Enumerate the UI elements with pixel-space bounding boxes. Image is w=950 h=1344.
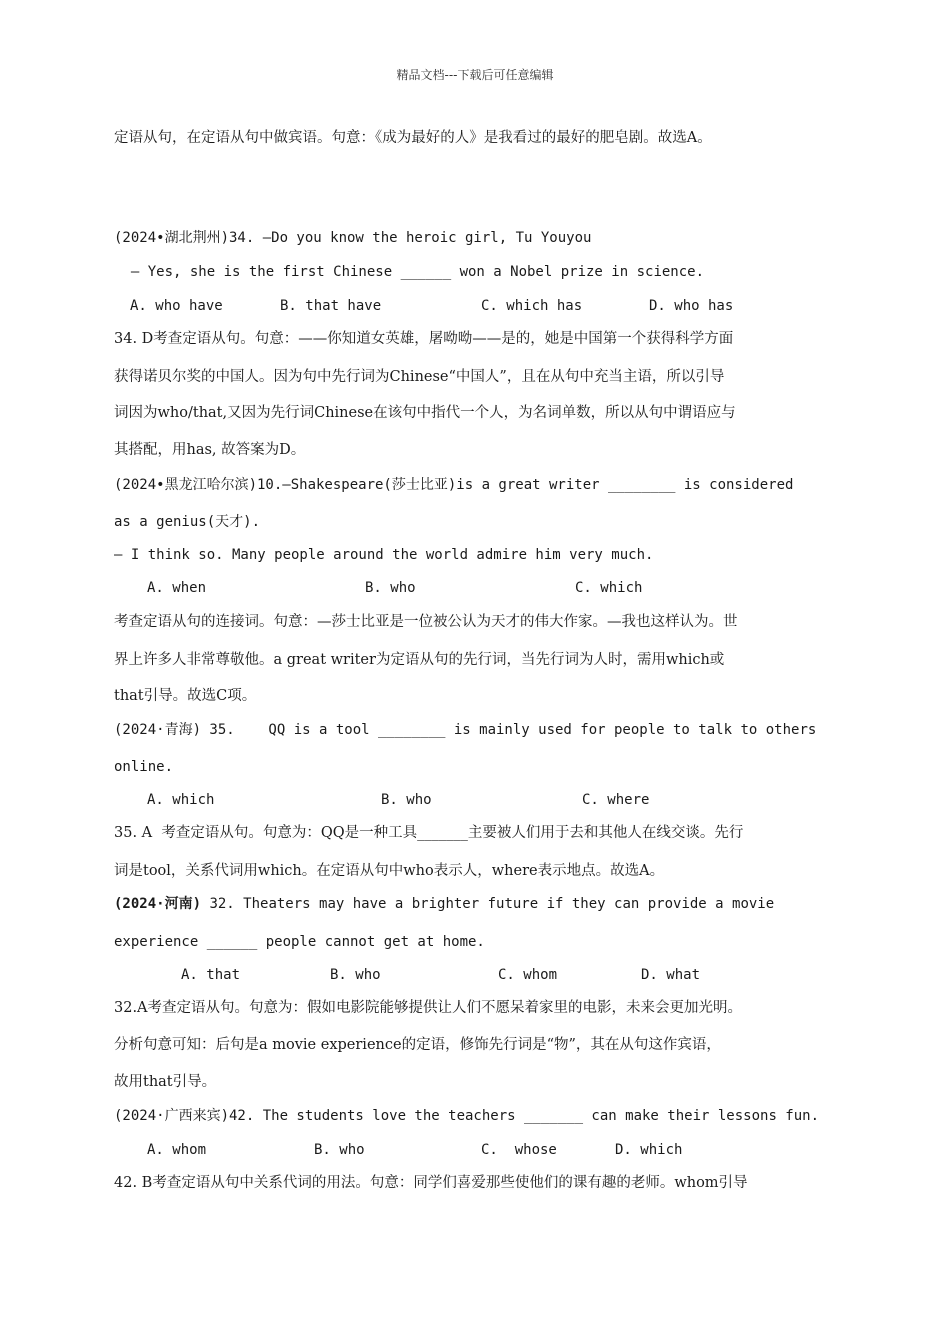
text-line: [114, 1035, 721, 1055]
text-line: [114, 262, 704, 282]
option-1: B. who: [381, 792, 432, 808]
option-0: A. that: [181, 967, 241, 983]
line-text: — I think so. Many people around the world admire him very much.: [114, 547, 654, 563]
text-line: [114, 932, 485, 952]
page-header: 精品文档---下载后可任意编辑: [396, 68, 554, 82]
option-3: D. what: [641, 967, 701, 983]
line-text: (2024•湖北荆州)34. —Do you know the heroic girl, Tu Youyou: [114, 230, 592, 246]
text-line: [114, 1106, 819, 1126]
text-line: [114, 720, 816, 740]
line-text: (2024•黑龙江哈尔滨)10.—Shakespeare(莎士比亚)is a great writer ________ is considered: [114, 477, 794, 493]
text-line: [114, 894, 774, 914]
line-text: 获得诺贝尔奖的中国人。因为句中先行词为Chinese“中国人”，且在从句中充当主语，所以引导: [114, 369, 725, 385]
text-line: [114, 329, 733, 349]
text-line: [114, 367, 724, 387]
option-2: C. whose: [481, 1142, 557, 1158]
line-text: as a genius(天才).: [114, 514, 261, 530]
option-0: A. when: [147, 580, 207, 596]
option-1: B. who: [330, 967, 381, 983]
line-text: 34. D考查定语从句。句意：——你知道女英雄，屠呦呦——是的，她是中国第一个获得科学方面: [114, 331, 734, 347]
line-text: 其搭配，用has, 故答案为D。: [114, 442, 306, 458]
option-3: D. who has: [649, 298, 734, 314]
option-0: A. whom: [147, 1142, 207, 1158]
option-3: D. which: [615, 1142, 683, 1158]
line-text: online.: [114, 759, 174, 775]
source-tag: (2024·河南): [114, 896, 202, 912]
option-2: C. which has: [481, 298, 583, 314]
line-text: 界上许多人非常尊敬他。a great writer为定语从句的先行词，当先行词为人时，需用which或: [114, 652, 725, 668]
option-2: C. whom: [498, 967, 558, 983]
text-line: [114, 650, 724, 670]
line-text: 考查定语从句的连接词。句意：—莎士比亚是一位被公认为天才的伟大作家。—我也这样认为。世: [114, 614, 738, 630]
option-0: A. who have: [130, 298, 223, 314]
text-line: [114, 475, 793, 495]
option-1: B. who: [314, 1142, 365, 1158]
text-line: [114, 512, 260, 532]
line-text: — Yes, she is the first Chinese ______ won a Nobel prize in science.: [114, 264, 705, 280]
line-text: 32.A考查定语从句。句意为：假如电影院能够提供让人们不愿呆着家里的电影，未来会更加光明。: [114, 1000, 743, 1016]
line-text: (2024·广西来宾)42. The students love the teachers _______ can make their lessons fun.: [114, 1108, 820, 1124]
text-line: [114, 128, 712, 148]
line-text: experience ______ people cannot get at home.: [114, 934, 485, 950]
option-1: B. that have: [280, 298, 382, 314]
line-text: that引导。故选C项。: [114, 688, 257, 704]
option-0: A. which: [147, 792, 215, 808]
text-line: [114, 823, 743, 843]
text-line: [114, 1173, 748, 1193]
text-line: [114, 545, 653, 565]
line-text: 35. A 考查定语从句。句意为：QQ是一种工具_______主要被人们用于去和其他人在线交谈。先行: [114, 825, 744, 841]
line-text: 词是tool，关系代词用which。在定语从句中who表示人，where表示地点。故选A。: [114, 863, 665, 879]
text-line: [114, 998, 742, 1018]
line-text: 分析句意可知：后句是a movie experience的定语，修饰先行词是“物”，其在从句这作宾语，: [114, 1037, 721, 1053]
text-line: [114, 1072, 216, 1092]
line-text: 词因为who/that,又因为先行词Chinese在该句中指代一个人，为名词单数，所以从句中谓语应与: [114, 405, 736, 421]
text-line: [114, 686, 256, 706]
text-line: [114, 612, 738, 632]
text-line: [114, 861, 664, 881]
option-1: B. who: [365, 580, 416, 596]
line-text: 32. Theaters may have a brighter future if they can provide a movie: [201, 896, 775, 912]
text-line: [114, 403, 736, 423]
text-line: [114, 228, 591, 248]
text-line: [114, 757, 173, 777]
option-2: C. which: [575, 580, 643, 596]
line-text: 42. B考查定语从句中关系代词的用法。句意：同学们喜爱那些使他们的课有趣的老师。whom引导: [114, 1175, 748, 1191]
text-line: [114, 440, 305, 460]
line-text: 定语从句，在定语从句中做宾语。句意：《成为最好的人》是我看过的最好的肥皂剧。故选A。: [114, 130, 712, 146]
option-2: C. where: [582, 792, 650, 808]
line-text: (2024·青海) 35. QQ is a tool ________ is mainly used for people to talk to others: [114, 722, 817, 738]
line-text: 故用that引导。: [114, 1074, 217, 1090]
